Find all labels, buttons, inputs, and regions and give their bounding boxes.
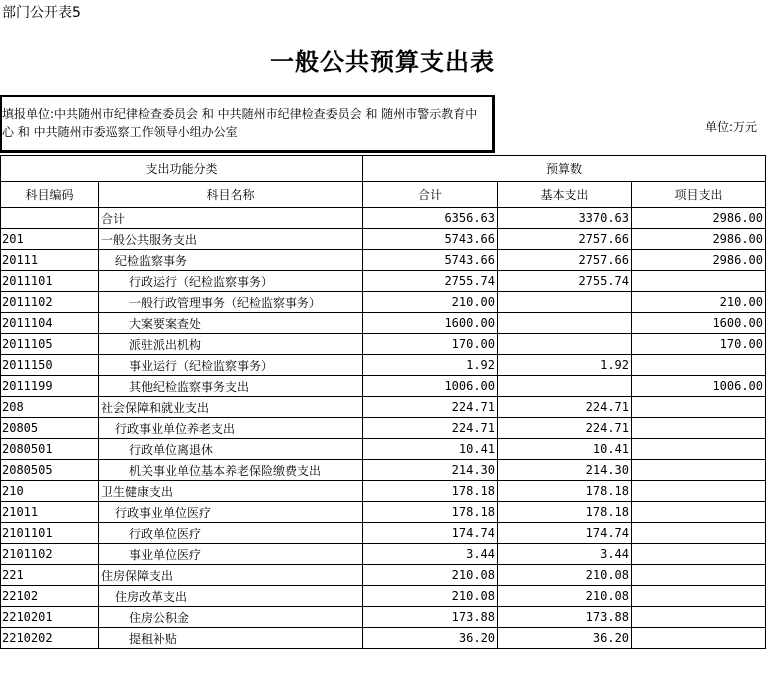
cell-project[interactable] — [632, 502, 766, 523]
header-project: 项目支出 — [632, 182, 766, 208]
cell-total[interactable]: 224.71 — [363, 418, 498, 439]
cell-code[interactable]: 22102 — [1, 586, 99, 607]
table-row — [1, 460, 766, 481]
table-row — [1, 313, 766, 334]
cell-code[interactable]: 2080501 — [1, 439, 99, 460]
cell-name[interactable]: 行政事业单位医疗 — [99, 502, 363, 523]
cell-basic[interactable]: 3.44 — [498, 544, 632, 565]
cell-name[interactable]: 卫生健康支出 — [99, 481, 363, 502]
cell-total[interactable]: 10.41 — [363, 439, 498, 460]
cell-total[interactable]: 178.18 — [363, 481, 498, 502]
cell-project[interactable] — [632, 271, 766, 292]
cell-basic[interactable]: 173.88 — [498, 607, 632, 628]
cell-name[interactable]: 事业单位医疗 — [99, 544, 363, 565]
table-row — [1, 502, 766, 523]
cell-basic[interactable]: 178.18 — [498, 481, 632, 502]
cell-basic[interactable]: 210.08 — [498, 565, 632, 586]
cell-code[interactable]: 2011104 — [1, 313, 99, 334]
cell-total[interactable]: 173.88 — [363, 607, 498, 628]
reporting-unit-cell[interactable] — [0, 95, 495, 153]
cell-basic[interactable] — [498, 376, 632, 397]
cell-project[interactable] — [632, 544, 766, 565]
cell-project[interactable]: 2986.00 — [632, 229, 766, 250]
cell-total[interactable]: 5743.66 — [363, 250, 498, 271]
cell-basic[interactable]: 210.08 — [498, 586, 632, 607]
cell-code[interactable]: 2011105 — [1, 334, 99, 355]
cell-project[interactable]: 170.00 — [632, 334, 766, 355]
header-code: 科目编码 — [1, 182, 99, 208]
cell-basic[interactable]: 2757.66 — [498, 229, 632, 250]
cell-total[interactable]: 210.00 — [363, 292, 498, 313]
cell-basic[interactable]: 174.74 — [498, 523, 632, 544]
cell-total[interactable]: 6356.63 — [363, 208, 498, 229]
cell-total[interactable]: 3.44 — [363, 544, 498, 565]
cell-total[interactable]: 174.74 — [363, 523, 498, 544]
reporting-unit-value: 中共随州市纪律检查委员会 和 中共随州市纪律检查委员会 和 随州市警示教育中心 和 中共随州市委巡察工作领导小组办公室 — [2, 107, 478, 139]
cell-code[interactable]: 20111 — [1, 250, 99, 271]
cell-project[interactable]: 210.00 — [632, 292, 766, 313]
table-row — [1, 208, 766, 229]
cell-total[interactable]: 170.00 — [363, 334, 498, 355]
cell-total[interactable]: 210.08 — [363, 565, 498, 586]
cell-basic[interactable]: 3370.63 — [498, 208, 632, 229]
cell-total[interactable]: 1006.00 — [363, 376, 498, 397]
page-title: 一般公共预算支出表 — [270, 48, 495, 76]
cell-name[interactable]: 社会保障和就业支出 — [99, 397, 363, 418]
cell-name[interactable]: 行政单位离退休 — [99, 439, 363, 460]
cell-basic[interactable]: 178.18 — [498, 502, 632, 523]
cell-project[interactable] — [632, 586, 766, 607]
cell-project[interactable] — [632, 481, 766, 502]
cell-name[interactable]: 行政事业单位养老支出 — [99, 418, 363, 439]
table-row — [1, 250, 766, 271]
cell-basic[interactable] — [498, 313, 632, 334]
header-name: 科目名称 — [99, 182, 363, 208]
header-basic: 基本支出 — [498, 182, 632, 208]
cell-project[interactable]: 2986.00 — [632, 208, 766, 229]
cell-name[interactable]: 纪检监察事务 — [99, 250, 363, 271]
cell-total[interactable]: 214.30 — [363, 460, 498, 481]
table-row — [1, 355, 766, 376]
cell-code[interactable] — [1, 208, 99, 229]
cell-total[interactable]: 1.92 — [363, 355, 498, 376]
header-budget-amount: 预算数 — [363, 156, 766, 182]
unit-label: 单位:万元 — [705, 120, 758, 134]
cell-code[interactable]: 221 — [1, 565, 99, 586]
cell-name[interactable]: 合计 — [99, 208, 363, 229]
sheet-label: 部门公开表5 — [2, 5, 81, 21]
table-row — [1, 544, 766, 565]
cell-project[interactable]: 2986.00 — [632, 250, 766, 271]
table-row — [1, 439, 766, 460]
cell-basic[interactable]: 2755.74 — [498, 271, 632, 292]
table-row — [1, 418, 766, 439]
cell-basic[interactable] — [498, 292, 632, 313]
cell-code[interactable]: 2011150 — [1, 355, 99, 376]
cell-total[interactable]: 178.18 — [363, 502, 498, 523]
cell-basic[interactable]: 36.20 — [498, 628, 632, 649]
cell-code[interactable]: 210 — [1, 481, 99, 502]
cell-code[interactable]: 2210202 — [1, 628, 99, 649]
header-row-groups — [1, 156, 766, 182]
cell-total[interactable]: 224.71 — [363, 397, 498, 418]
cell-project[interactable] — [632, 418, 766, 439]
table-row — [1, 376, 766, 397]
table-row — [1, 523, 766, 544]
cell-basic[interactable]: 1.92 — [498, 355, 632, 376]
cell-name[interactable]: 住房保障支出 — [99, 565, 363, 586]
cell-basic[interactable]: 10.41 — [498, 439, 632, 460]
cell-basic[interactable] — [498, 334, 632, 355]
cell-code[interactable]: 21011 — [1, 502, 99, 523]
cell-code[interactable]: 2011199 — [1, 376, 99, 397]
cell-name[interactable]: 提租补贴 — [99, 628, 363, 649]
header-total: 合计 — [363, 182, 498, 208]
table-row — [1, 628, 766, 649]
cell-code[interactable]: 2011101 — [1, 271, 99, 292]
table-row — [1, 334, 766, 355]
budget-table — [0, 155, 766, 649]
cell-basic[interactable]: 224.71 — [498, 397, 632, 418]
cell-project[interactable] — [632, 607, 766, 628]
table-row — [1, 397, 766, 418]
cell-code[interactable]: 2210201 — [1, 607, 99, 628]
table-row — [1, 271, 766, 292]
reporting-unit-label: 填报单位: — [2, 107, 55, 121]
cell-total[interactable]: 210.08 — [363, 586, 498, 607]
cell-name[interactable]: 派驻派出机构 — [99, 334, 363, 355]
table-row — [1, 229, 766, 250]
cell-basic[interactable]: 2757.66 — [498, 250, 632, 271]
table-row — [1, 586, 766, 607]
cell-name[interactable]: 一般公共服务支出 — [99, 229, 363, 250]
cell-name[interactable]: 住房公积金 — [99, 607, 363, 628]
header-function-classification: 支出功能分类 — [1, 156, 363, 182]
cell-code[interactable]: 20805 — [1, 418, 99, 439]
cell-total[interactable]: 2755.74 — [363, 271, 498, 292]
cell-code[interactable]: 2101101 — [1, 523, 99, 544]
cell-code[interactable]: 2080505 — [1, 460, 99, 481]
cell-project[interactable] — [632, 565, 766, 586]
cell-name[interactable]: 大案要案查处 — [99, 313, 363, 334]
cell-name[interactable]: 其他纪检监察事务支出 — [99, 376, 363, 397]
table-row — [1, 607, 766, 628]
cell-name[interactable]: 事业运行（纪检监察事务） — [99, 355, 363, 376]
cell-name[interactable]: 行政单位医疗 — [99, 523, 363, 544]
cell-project[interactable] — [632, 439, 766, 460]
cell-project[interactable] — [632, 523, 766, 544]
table-row — [1, 292, 766, 313]
cell-code[interactable]: 208 — [1, 397, 99, 418]
cell-code[interactable]: 2101102 — [1, 544, 99, 565]
cell-total[interactable]: 1600.00 — [363, 313, 498, 334]
cell-project[interactable] — [632, 460, 766, 481]
cell-name[interactable]: 住房改革支出 — [99, 586, 363, 607]
cell-code[interactable]: 201 — [1, 229, 99, 250]
cell-project[interactable] — [632, 397, 766, 418]
table-row — [1, 565, 766, 586]
cell-project[interactable] — [632, 628, 766, 649]
cell-basic[interactable]: 224.71 — [498, 418, 632, 439]
cell-name[interactable]: 一般行政管理事务（纪检监察事务） — [99, 292, 363, 313]
cell-project[interactable] — [632, 355, 766, 376]
cell-total[interactable]: 36.20 — [363, 628, 498, 649]
cell-code[interactable]: 2011102 — [1, 292, 99, 313]
table-row — [1, 481, 766, 502]
cell-total[interactable]: 5743.66 — [363, 229, 498, 250]
cell-name[interactable]: 行政运行（纪检监察事务） — [99, 271, 363, 292]
header-row-columns — [1, 182, 766, 208]
cell-project[interactable]: 1600.00 — [632, 313, 766, 334]
cell-project[interactable]: 1006.00 — [632, 376, 766, 397]
cell-name[interactable]: 机关事业单位基本养老保险缴费支出 — [99, 460, 363, 481]
cell-basic[interactable]: 214.30 — [498, 460, 632, 481]
